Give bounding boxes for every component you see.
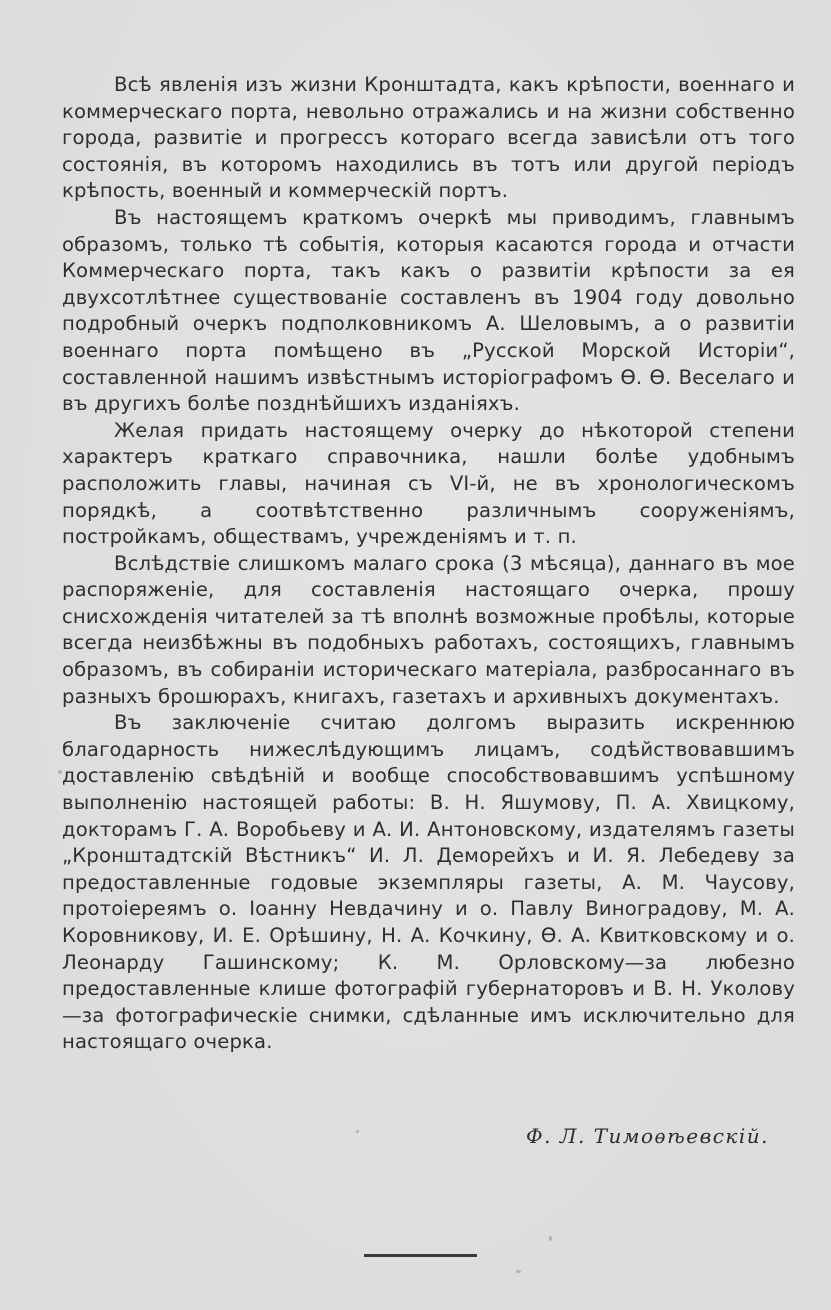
paragraph-sources: Въ настоящемъ краткомъ очеркѣ мы приводимъ, главнымъ образомъ, только тѣ событія, которыя касаются города и отчасти Коммерческаго порта, такъ какъ о развитіи крѣпости за ея двухсотлѣтнее существованіе составленъ въ 1904 году довольно подробный очеркъ подполковникомъ А. Шеловымъ, а о развитіи военнаго порта помѣщено въ „Русской Морской Исторіи“, составленной нашимъ извѣстнымъ исторіографомъ Ѳ. Ѳ. Веселаго и въ другихъ болѣе позднѣйшихъ изданіяхъ. xyxy=(62,205,795,416)
closing-rule xyxy=(364,1254,477,1257)
paper-speck xyxy=(58,770,62,774)
paper-speck xyxy=(549,1236,552,1241)
paragraph-acknowledgements: Въ заключеніе считаю долгомъ выразить искреннюю благодарность нижеслѣдующимъ лицамъ, содѣйствовавшимъ доставленію свѣдѣній и вообще способствовавшимъ успѣшному выполненію настоящей работы: В. Н. Яшумову, П. А. Хвицкому, докторамъ Г. А. Воробьеву и А. И. Антоновскому, издателямъ газеты „Кронштадтскій Вѣстникъ“ И. Л. Деморейхъ и И. Я. Лебедеву за предоставленные годовые экземпляры газеты, А. М. Чаусову, протоіереямъ о. Іоанну Невдачину и о. Павлу Виноградову, М. А. Коровникову, И. Е. Орѣшину, Н. А. Кочкину, Ѳ. А. Квитковскому и о. Леонарду Гашинскому; К. М. Орловскому—за любезно предоставленные клише фотографій губернаторовъ и В. Н. Уколову—за фотографическіе снимки, сдѣланные имъ исключительно для настоящаго очерка. xyxy=(62,711,795,1054)
body-text xyxy=(62,72,795,1056)
paper-speck xyxy=(516,1270,521,1273)
paragraph-intro: Всѣ явленія изъ жизни Кронштадта, какъ крѣпости, военнаго и коммерческаго порта, невольно отражались и на жизни собственно города, развитіе и прогрессъ котораго всегда зависѣли отъ того состоянія, въ которомъ находились въ тотъ или другой періодъ крѣпость, военный и коммерческій портъ. xyxy=(62,73,795,203)
paper-speck xyxy=(356,1130,359,1133)
paragraph-apology: Вслѣдствіе слишкомъ малаго срока (3 мѣсяца), даннаго въ мое распоряженіе, для составленія настоящаго очерка, прошу снисхожденія читателей за тѣ вполнѣ возможные пробѣлы, которые всегда неизбѣжны въ подобныхъ работахъ, состоящихъ, главнымъ образомъ, въ собираніи историческаго матеріала, разбросаннаго въ разныхъ брошюрахъ, книгахъ, газетахъ и архивныхъ документахъ. xyxy=(62,551,795,708)
paragraph-structure: Желая придать настоящему очерку до нѣкоторой степени характеръ краткаго справочника, нашли болѣе удобнымъ расположить главы, начиная съ VI-й, не въ хронологическомъ порядкѣ, а соотвѣтственно различнымъ сооруженіямъ, постройкамъ, обществамъ, учрежденіямъ и т. п. xyxy=(62,418,795,549)
author-signature: Ф. Л. Тимоѳѣевскій. xyxy=(525,1124,769,1148)
